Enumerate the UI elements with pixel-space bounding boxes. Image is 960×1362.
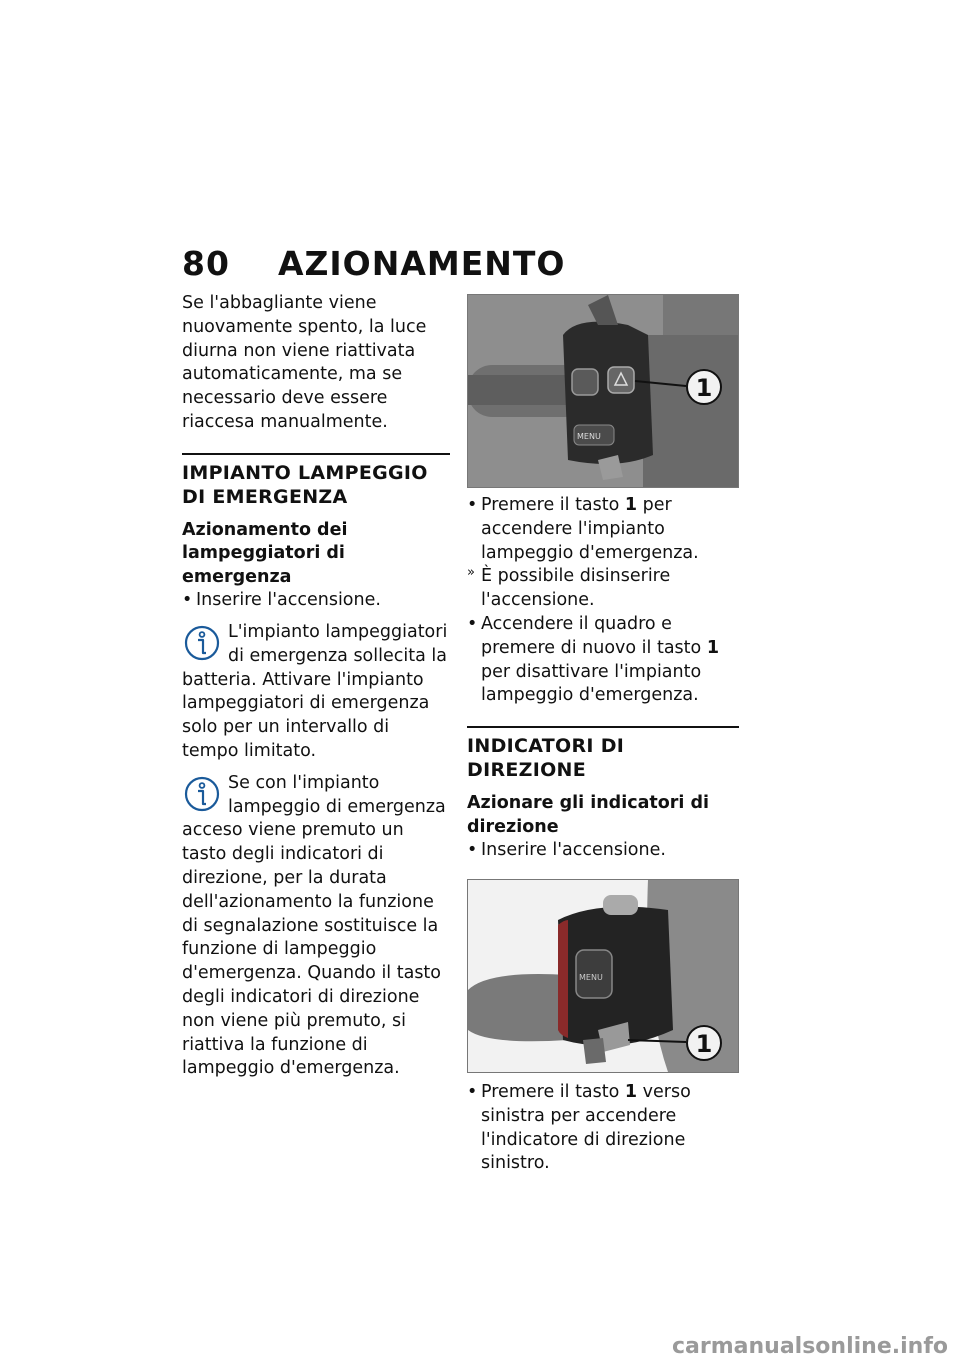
callout-1: 1 <box>695 1029 713 1058</box>
step-press-key-left <box>467 1081 739 1176</box>
section-divider <box>467 726 739 728</box>
menu-label: MENU <box>579 972 603 982</box>
intro-paragraph: Se l'abbagliante viene nuovamente spento, la luce diurna non viene riattivata automaticamente, ma se necessario deve essere riaccesa manualmente. <box>182 293 427 432</box>
info-note-2-text: Se con l'impianto lampeggio di emergenza acceso viene premuto un tasto degli indicatori di direzione, per la durata dell'azionamento la funzione di segnalazione sostituisce la funzione di lampeggio d'emergenza. Quando il tasto degli indicatori di direzione non viene più premuto, si riattiva la funzione di lampeggio d'emergenza. <box>182 772 446 1079</box>
step-press-key-off <box>467 613 739 708</box>
step-text: per accendere l'impianto lampeggio d'emergenza. <box>481 495 699 563</box>
info-icon <box>182 774 222 814</box>
turn-switch-illustration <box>468 880 738 1072</box>
page-number: 80 <box>182 244 230 283</box>
subsection-heading-hazard: Azionamento dei lampeggiatori di emergenza <box>182 519 348 587</box>
section-heading-hazard: IMPIANTO LAMPEGGIO DI EMERGENZA <box>182 461 428 508</box>
bullet-ignition: • Inserire l'accensione. <box>467 839 739 863</box>
info-note-1-text: L'impianto lampeggiatori di emergenza sollecita la batteria. Attivare l'impianto lampeggiatori di emergenza solo per un intervallo di tempo limitato. <box>182 622 448 762</box>
page-header <box>182 244 565 283</box>
key-reference: 1 <box>624 495 638 515</box>
callout-1: 1 <box>695 374 713 402</box>
info-note-2 <box>182 772 450 1081</box>
menu-label: MENU <box>577 432 601 441</box>
chapter-title: AZIONAMENTO <box>277 244 566 283</box>
right-column <box>467 292 739 1176</box>
subsection-heading-turn-signals: Azionare gli indicatori di direzione <box>467 793 710 837</box>
step-press-key-on <box>467 494 739 565</box>
result-ignition-off: » È possibile disinserire l'accensione. <box>467 565 739 613</box>
section-divider <box>182 453 450 455</box>
handlebar-photo-hazard <box>467 294 739 488</box>
section-heading-turn-signals: INDICATORI DI DIREZIONE <box>467 735 625 782</box>
handlebar-photo-turn <box>467 879 739 1073</box>
key-reference: 1 <box>706 637 719 658</box>
site-watermark: carmanualsonline.info <box>672 1334 948 1359</box>
step-text: Premere il tasto <box>481 495 625 515</box>
info-note-1 <box>182 621 450 764</box>
key-reference: 1 <box>624 1081 638 1102</box>
step-text: Premere il tasto <box>481 1081 625 1102</box>
info-icon <box>182 623 222 663</box>
step-text: verso sinistra per accendere l'indicatore di direzione sinistro. <box>481 1081 691 1174</box>
bullet-ignition: • Inserire l'accensione. <box>182 589 450 613</box>
left-column <box>182 292 450 1081</box>
step-text: per disattivare l'impianto lampeggio d'emergenza. <box>481 661 702 706</box>
handlebar-switch-illustration <box>468 295 738 487</box>
step-text: Accendere il quadro e premere di nuovo il tasto <box>481 613 707 658</box>
